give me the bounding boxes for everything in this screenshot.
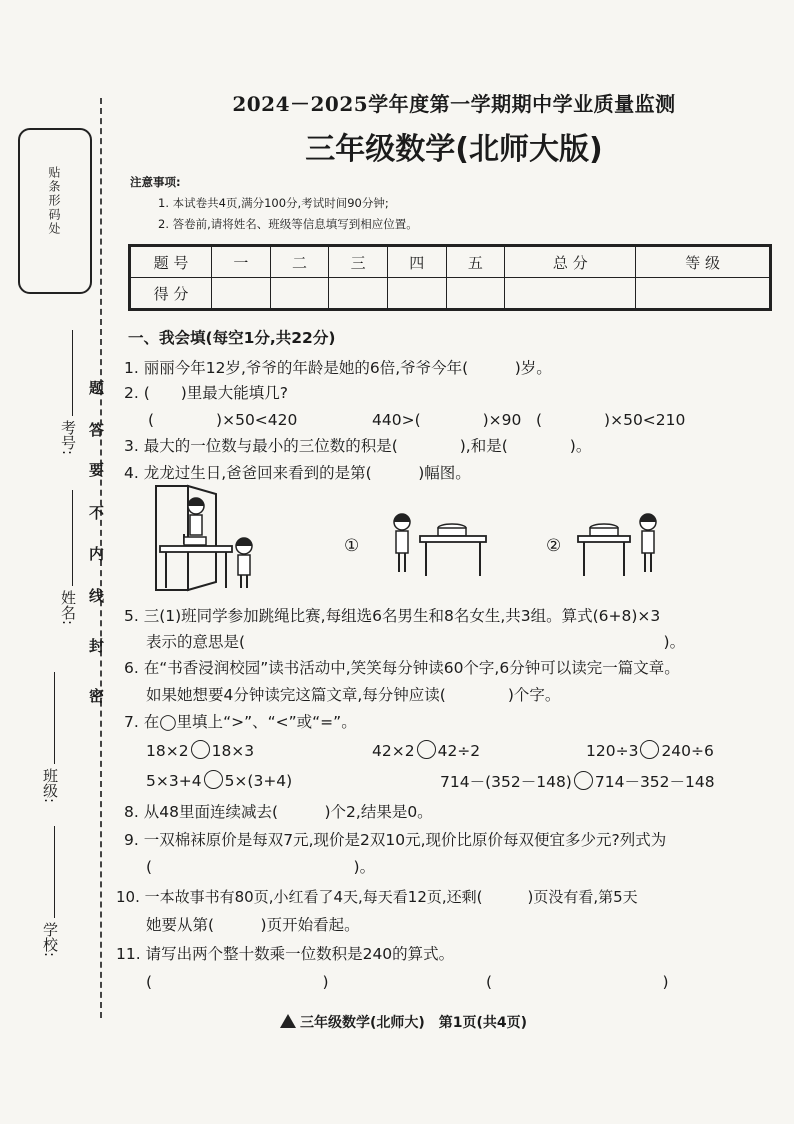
compare-circle[interactable] [204,770,223,789]
notes [130,172,418,235]
seal-word: 题 [87,380,105,395]
compare-right: 42÷2 [437,742,481,760]
compare-left: 120÷3 [586,742,639,760]
score-table-header-row [130,246,771,278]
seal-word: 封 [87,638,105,653]
question-3: 3. 最大的一位数与最小的三位数的积是( ),和是( )。 [124,437,592,455]
question-1: 1. 丽丽今年12岁,爷爷的年龄是她的6倍,爷爷今年( )岁。 [124,359,552,377]
option-1-illustration[interactable] [380,510,490,582]
question-8: 8. 从48里面连续减去( )个2,结果是0。 [124,803,433,821]
question-2a: ( )×50<420 [148,411,298,429]
compare-right: 18×3 [211,742,255,760]
seal-word: 密 [87,688,105,703]
question-9-blank: ( )。 [146,858,376,876]
school-field[interactable] [54,826,55,918]
question-5-blank: 表示的意思是( )。 [146,633,686,651]
compare-left: 42×2 [372,742,415,760]
exam-title: 2024－2025学年度第一学期期中学业质量监测 [232,92,676,116]
compare-left: 714－(352－148) [440,773,572,791]
score-cell: 二 [270,246,329,278]
score-table [128,244,772,311]
score-cell: 四 [387,246,446,278]
exam-no-label: 考号: [59,420,77,456]
score-table-score-row [130,278,771,310]
option-2-illustration[interactable] [576,510,666,582]
compare-left: 5×3+4 [146,772,202,790]
notes-item: 1. 本试卷共4页,满分100分,考试时间90分钟; [158,196,389,210]
school-label: 学校: [41,922,59,958]
option-1-label: ① [344,536,360,556]
exam-no-field[interactable] [72,330,73,416]
seal-word: 线 [87,588,105,603]
compare-circle[interactable] [417,740,436,759]
answer-blank[interactable]: ( ) [486,973,669,991]
question-11: 11. 请写出两个整十数乘一位数积是240的算式。 [116,945,455,963]
question-10-blank: 她要从第( )页开始看起。 [146,916,360,934]
footer-text: 三年级数学(北师大) 第1页(共4页) [300,1015,528,1031]
barcode-label: 贴条形码处 [47,166,61,236]
score-input-cell[interactable] [446,278,505,310]
score-cell: 题 号 [130,246,212,278]
question-2b: 440>( )×90 [372,411,522,429]
seal-word: 不 [87,505,105,520]
compare-item [372,740,480,760]
question-2c: ( )×50<210 [536,411,686,429]
class-label: 班级: [41,768,59,804]
exam-subtitle: 三年级数学(北师大版) [305,132,603,167]
score-input-cell[interactable] [270,278,329,310]
barcode-box [18,128,92,294]
score-cell: 一 [212,246,271,278]
question-6-blank: 如果她想要4分钟读完这篇文章,每分钟应读( )个字。 [146,686,561,704]
score-cell: 三 [329,246,388,278]
name-field[interactable] [72,490,73,586]
question-4: 4. 龙龙过生日,爸爸回来看到的是第( )幅图。 [124,464,471,482]
seal-word: 要 [87,462,105,477]
compare-circle[interactable] [640,740,659,759]
triangle-logo-icon [280,1014,296,1028]
class-field[interactable] [54,672,55,764]
compare-item [146,740,254,760]
score-input-cell[interactable] [387,278,446,310]
option-2-label: ② [546,536,562,556]
name-label: 姓名: [59,590,77,626]
score-input-cell[interactable] [212,278,271,310]
question-10: 10. 一本故事书有80页,小红看了4天,每天看12页,还剩( )页没有看,第5天 [116,888,638,906]
score-input-cell[interactable] [329,278,388,310]
seal-word: 内 [87,546,105,561]
score-cell: 得 分 [130,278,212,310]
question-6: 6. 在“书香浸润校园”读书活动中,笑笑每分钟读60个字,6分钟可以读完一篇文章。 [124,659,680,677]
page-footer [280,1012,527,1032]
section-title: 一、我会填(每空1分,共22分) [128,329,336,347]
score-input-cell[interactable] [636,278,771,310]
compare-right: 5×(3+4) [224,772,293,790]
answer-blank[interactable]: ( ) [146,973,329,991]
score-cell: 总 分 [505,246,636,278]
score-input-cell[interactable] [505,278,636,310]
question-9: 9. 一双棉袜原价是每双7元,现价是2双10元,现价比原价每双便宜多少元?列式为 [124,831,667,849]
seal-word: 答 [87,422,105,437]
compare-right: 714－352－148 [594,773,715,791]
question-2: 2. ( )里最大能填几? [124,384,289,402]
notes-heading: 注意事项: [130,175,181,189]
score-cell: 五 [446,246,505,278]
compare-circle[interactable] [574,771,593,790]
compare-left: 18×2 [146,742,189,760]
question-5: 5. 三(1)班同学参加跳绳比赛,每组选6名男生和8名女生,共3组。算式(6+8)×3 [124,607,661,625]
door-table-illustration [150,484,260,592]
score-cell: 等 级 [636,246,771,278]
compare-item [146,770,292,790]
question-7: 7. 在◯里填上“>”、“<”或“=”。 [124,713,357,731]
compare-item [440,770,715,792]
compare-item [586,740,714,760]
compare-circle[interactable] [191,740,210,759]
notes-item: 2. 答卷前,请将姓名、班级等信息填写到相应位置。 [158,217,418,231]
compare-right: 240÷6 [661,742,714,760]
